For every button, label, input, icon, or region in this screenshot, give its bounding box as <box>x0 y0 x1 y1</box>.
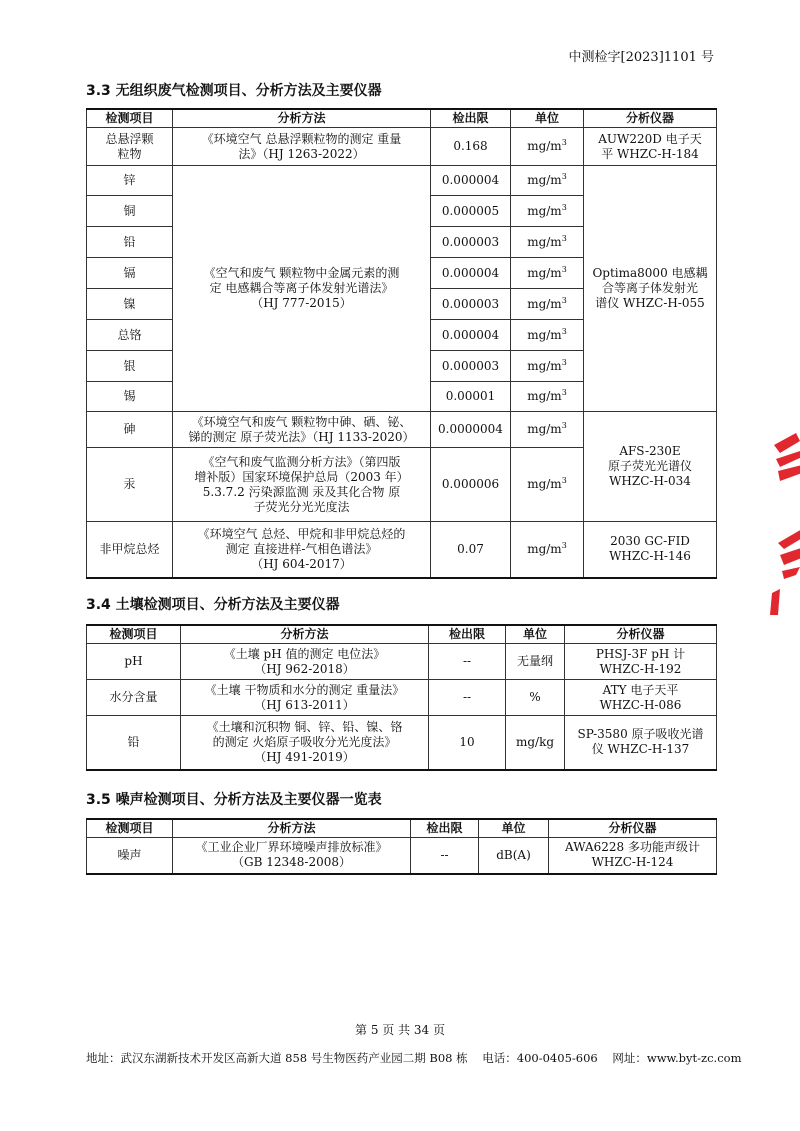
cell-limit: 0.000003 <box>431 289 511 320</box>
cell-item: 铅 <box>87 227 173 258</box>
header-method: 分析方法 <box>173 819 411 838</box>
cell-instrument: AUW220D 电子天 平 WHZC-H-184 <box>584 128 717 166</box>
cell-limit: 0.168 <box>431 128 511 166</box>
header-method: 分析方法 <box>173 109 431 128</box>
table-row <box>87 166 717 196</box>
cell-method: 《工业企业厂界环境噪声排放标准》 （GB 12348-2008） <box>173 838 411 874</box>
cell-limit: 0.0000004 <box>431 412 511 448</box>
section-title-noise: 3.5 噪声检测项目、分析方法及主要仪器一览表 <box>86 792 382 808</box>
header-limit: 检出限 <box>411 819 479 838</box>
cell-method: 《土壤 干物质和水分的测定 重量法》 （HJ 613-2011） <box>181 680 429 716</box>
cell-unit: $mg/m^3$ <box>511 448 584 522</box>
header-item: 检测项目 <box>87 625 181 644</box>
cell-item: 非甲烷总烃 <box>87 522 173 578</box>
cell-item: 汞 <box>87 448 173 522</box>
seal-stamp-icon <box>766 425 800 615</box>
cell-unit: $mg/m^3$ <box>511 196 584 227</box>
gas-table <box>86 108 717 579</box>
header-limit: 检出限 <box>429 625 506 644</box>
cell-item: 锡 <box>87 382 173 412</box>
cell-instrument: 2030 GC-FID WHZC-H-146 <box>584 522 717 578</box>
cell-item: 总悬浮颗 粒物 <box>87 128 173 166</box>
cell-item: 铅 <box>87 716 181 770</box>
cell-limit: -- <box>411 838 479 874</box>
cell-method: 《环境空气和废气 颗粒物中砷、硒、铋、 锑的测定 原子荧光法》（HJ 1133-2020） <box>173 412 431 448</box>
cell-instrument-icp: Optima8000 电感耦 合等离子体发射光 谱仪 WHZC-H-055 <box>584 166 717 412</box>
table-header-row <box>87 819 717 838</box>
cell-limit: 0.000004 <box>431 258 511 289</box>
cell-instrument: AWA6228 多功能声级计 WHZC-H-124 <box>549 838 717 874</box>
header-method: 分析方法 <box>181 625 429 644</box>
cell-unit: $mg/m^3$ <box>511 166 584 196</box>
cell-item: 镉 <box>87 258 173 289</box>
cell-method: 《空气和废气监测分析方法》（第四版 增补版）国家环境保护总局（2003 年） 5.3.7.2 污染源监测 汞及其化合物 原 子荧光分光光度法 <box>173 448 431 522</box>
table-header-row <box>87 109 717 128</box>
cell-unit: mg/kg <box>506 716 565 770</box>
cell-method-metals: 《空气和废气 颗粒物中金属元素的测 定 电感耦合等离子体发射光谱法》 （HJ 777-2015） <box>173 166 431 412</box>
cell-instrument: PHSJ-3F pH 计 WHZC-H-192 <box>565 644 717 680</box>
cell-limit: 0.00001 <box>431 382 511 412</box>
report-number: 中测检字[2023]1101 号 <box>568 50 714 65</box>
footer-website: 网址：www.byt-zc.com <box>612 1051 742 1065</box>
header-unit: 单位 <box>506 625 565 644</box>
cell-item: 铜 <box>87 196 173 227</box>
table-row <box>87 412 717 448</box>
header-instrument: 分析仪器 <box>584 109 717 128</box>
header-instrument: 分析仪器 <box>565 625 717 644</box>
cell-unit: 无量纲 <box>506 644 565 680</box>
cell-limit: -- <box>429 680 506 716</box>
header-unit: 单位 <box>511 109 584 128</box>
cell-limit: -- <box>429 644 506 680</box>
footer-address: 地址：武汉东湖新技术开发区高新大道 858 号生物医药产业园二期 B08 栋 <box>86 1051 468 1065</box>
cell-unit: % <box>506 680 565 716</box>
cell-limit: 0.000004 <box>431 166 511 196</box>
cell-limit: 0.07 <box>431 522 511 578</box>
table-row <box>87 680 717 716</box>
cell-limit: 10 <box>429 716 506 770</box>
footer-contact <box>86 1050 742 1066</box>
cell-item: 锌 <box>87 166 173 196</box>
footer-phone: 电话：400-0405-606 <box>482 1051 598 1065</box>
cell-item: 砷 <box>87 412 173 448</box>
cell-unit: $mg/m^3$ <box>511 382 584 412</box>
table-header-row <box>87 625 717 644</box>
section-title-soil: 3.4 土壤检测项目、分析方法及主要仪器 <box>86 597 340 613</box>
cell-unit: $mg/m^3$ <box>511 412 584 448</box>
cell-item: 总铬 <box>87 320 173 351</box>
noise-table <box>86 818 717 875</box>
soil-table <box>86 624 717 771</box>
page-number: 第 5 页 共 34 页 <box>355 1023 445 1037</box>
cell-unit: $mg/m^3$ <box>511 351 584 382</box>
cell-item: 水分含量 <box>87 680 181 716</box>
header-item: 检测项目 <box>87 819 173 838</box>
cell-limit: 0.000003 <box>431 227 511 258</box>
cell-item: 银 <box>87 351 173 382</box>
cell-limit: 0.000005 <box>431 196 511 227</box>
header-item: 检测项目 <box>87 109 173 128</box>
cell-instrument-afs: AFS-230E 原子荧光光谱仪 WHZC-H-034 <box>584 412 717 522</box>
cell-item: pH <box>87 644 181 680</box>
header-limit: 检出限 <box>431 109 511 128</box>
header-unit: 单位 <box>479 819 549 838</box>
cell-instrument: ATY 电子天平 WHZC-H-086 <box>565 680 717 716</box>
table-row <box>87 838 717 874</box>
table-row <box>87 716 717 770</box>
cell-unit: $mg/m^3$ <box>511 128 584 166</box>
cell-method: 《土壤 pH 值的测定 电位法》 （HJ 962-2018） <box>181 644 429 680</box>
cell-limit: 0.000004 <box>431 320 511 351</box>
section-title-gas: 3.3 无组织废气检测项目、分析方法及主要仪器 <box>86 83 382 99</box>
cell-unit: dB(A) <box>479 838 549 874</box>
cell-item: 噪声 <box>87 838 173 874</box>
cell-limit: 0.000003 <box>431 351 511 382</box>
cell-unit: $mg/m^3$ <box>511 320 584 351</box>
cell-unit: $mg/m^3$ <box>511 227 584 258</box>
header-instrument: 分析仪器 <box>549 819 717 838</box>
cell-method: 《环境空气 总悬浮颗粒物的测定 重量 法》（HJ 1263-2022） <box>173 128 431 166</box>
cell-unit: $mg/m^3$ <box>511 522 584 578</box>
table-row <box>87 128 717 166</box>
cell-instrument: SP-3580 原子吸收光谱 仪 WHZC-H-137 <box>565 716 717 770</box>
table-row <box>87 522 717 578</box>
cell-method: 《土壤和沉积物 铜、锌、铅、镍、铬 的测定 火焰原子吸收分光光度法》 （HJ 491-2019） <box>181 716 429 770</box>
cell-unit: $mg/m^3$ <box>511 289 584 320</box>
table-row <box>87 644 717 680</box>
cell-method: 《环境空气 总烃、甲烷和非甲烷总烃的 测定 直接进样-气相色谱法》 （HJ 604-2017） <box>173 522 431 578</box>
cell-unit: $mg/m^3$ <box>511 258 584 289</box>
cell-item: 镍 <box>87 289 173 320</box>
cell-limit: 0.000006 <box>431 448 511 522</box>
